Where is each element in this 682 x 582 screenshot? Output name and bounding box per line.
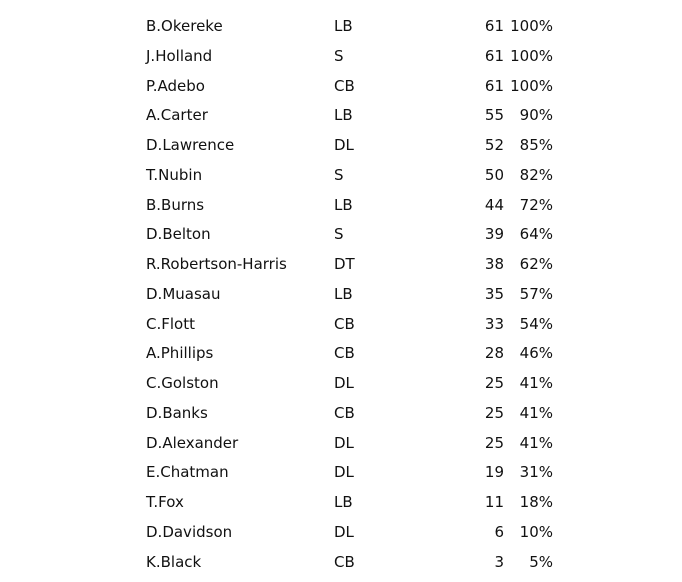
snap-count: 38 [484,255,504,273]
player-name: D.Davidson [146,522,233,541]
player-position: DT [334,255,355,273]
snap-count: 61 [484,17,504,35]
player-position: CB [334,403,355,422]
row-spacer [553,399,682,429]
row-spacer [553,488,682,518]
table-row [0,72,682,102]
snap-count: 35 [484,284,504,303]
row-gutter [0,12,146,42]
snap-count: 61 [484,46,504,65]
player-name: R.Robertson-Harris [146,255,287,273]
table-row [0,399,682,429]
row-gutter [0,339,146,369]
row-spacer [553,280,682,310]
table-row [0,280,682,310]
player-position: CB [334,314,355,333]
player-name: B.Okereke [146,17,223,35]
player-position: LB [334,493,353,511]
row-gutter [0,458,146,488]
row-gutter [0,220,146,250]
table-row [0,250,682,280]
row-spacer [553,339,682,369]
row-spacer [553,72,682,102]
player-position: DL [334,136,354,154]
table-row [0,369,682,399]
snap-count-table [0,12,682,577]
snap-count: 33 [484,314,504,333]
table-row [0,101,682,131]
snap-count: 39 [484,225,504,244]
snap-percentage: 41% [519,433,553,452]
row-gutter [0,548,146,578]
table-row [0,12,682,42]
player-position: S [334,225,344,244]
snap-percentage: 100% [510,76,553,95]
snap-percentage: 54% [519,314,553,333]
player-position: CB [334,344,355,363]
snap-percentage: 57% [519,284,553,303]
row-gutter [0,101,146,131]
row-spacer [553,518,682,548]
snap-percentage: 100% [510,17,553,35]
player-position: S [334,46,344,65]
row-gutter [0,369,146,399]
player-name: E.Chatman [146,463,229,482]
player-name: D.Lawrence [146,136,235,154]
table-row [0,161,682,191]
player-name: C.Flott [146,314,195,333]
player-name: D.Banks [146,403,208,422]
snap-count: 25 [484,374,504,392]
snap-count: 52 [484,136,504,154]
snap-percentage: 5% [529,552,553,571]
player-position: CB [334,76,355,95]
snap-percentage: 10% [519,522,553,541]
player-position: LB [334,106,353,125]
row-spacer [553,191,682,221]
row-spacer [553,250,682,280]
player-position: DL [334,463,354,482]
row-spacer [553,429,682,459]
row-gutter [0,42,146,72]
snap-percentage: 100% [510,46,553,65]
snap-percentage: 64% [519,225,553,244]
snap-percentage: 18% [519,493,553,511]
snap-percentage: 72% [519,195,553,214]
snap-percentage: 82% [519,165,553,184]
snap-percentage: 41% [519,403,553,422]
row-spacer [553,101,682,131]
snap-count: 55 [484,106,504,125]
snap-count: 25 [484,433,504,452]
table-row [0,518,682,548]
player-position: DL [334,374,354,392]
row-gutter [0,518,146,548]
row-spacer [553,369,682,399]
player-name: A.Carter [146,106,208,125]
row-gutter [0,161,146,191]
snap-count: 19 [484,463,504,482]
table-row [0,458,682,488]
table-row [0,191,682,221]
snap-count: 61 [484,76,504,95]
player-name: C.Golston [146,374,219,392]
row-gutter [0,429,146,459]
table-row [0,429,682,459]
row-gutter [0,280,146,310]
player-name: P.Adebo [146,76,205,95]
player-position: LB [334,195,353,214]
snap-count: 25 [484,403,504,422]
table-row [0,42,682,72]
snap-count-rows [0,12,682,577]
row-spacer [553,161,682,191]
row-spacer [553,131,682,161]
snap-percentage: 31% [519,463,553,482]
row-gutter [0,399,146,429]
snap-percentage: 62% [519,255,553,273]
snap-count: 6 [494,522,504,541]
row-gutter [0,488,146,518]
row-gutter [0,131,146,161]
row-gutter [0,310,146,340]
player-name: T.Nubin [146,165,203,184]
row-gutter [0,191,146,221]
player-position: CB [334,552,355,571]
row-spacer [553,220,682,250]
player-position: DL [334,522,354,541]
row-spacer [553,458,682,488]
table-row [0,131,682,161]
row-spacer [553,310,682,340]
table-row [0,488,682,518]
row-gutter [0,72,146,102]
player-name: D.Belton [146,225,211,244]
row-gutter [0,250,146,280]
table-row [0,339,682,369]
table-row [0,310,682,340]
player-position: LB [334,17,353,35]
player-name: T.Fox [146,493,184,511]
player-name: J.Holland [146,46,213,65]
snap-count: 11 [484,493,504,511]
snap-count: 28 [484,344,504,363]
row-spacer [553,12,682,42]
snap-count: 50 [484,165,504,184]
row-spacer [553,548,682,578]
snap-percentage: 85% [519,136,553,154]
snap-percentage: 46% [519,344,553,363]
player-position: DL [334,433,354,452]
table-row [0,548,682,578]
table-row [0,220,682,250]
player-name: D.Alexander [146,433,239,452]
player-name: D.Muasau [146,284,221,303]
snap-percentage: 41% [519,374,553,392]
row-spacer [553,42,682,72]
snap-count: 44 [484,195,504,214]
player-name: K.Black [146,552,202,571]
snap-percentage: 90% [519,106,553,125]
player-position: LB [334,284,353,303]
player-name: B.Burns [146,195,205,214]
snap-count: 3 [494,552,504,571]
player-name: A.Phillips [146,344,214,363]
player-position: S [334,165,344,184]
